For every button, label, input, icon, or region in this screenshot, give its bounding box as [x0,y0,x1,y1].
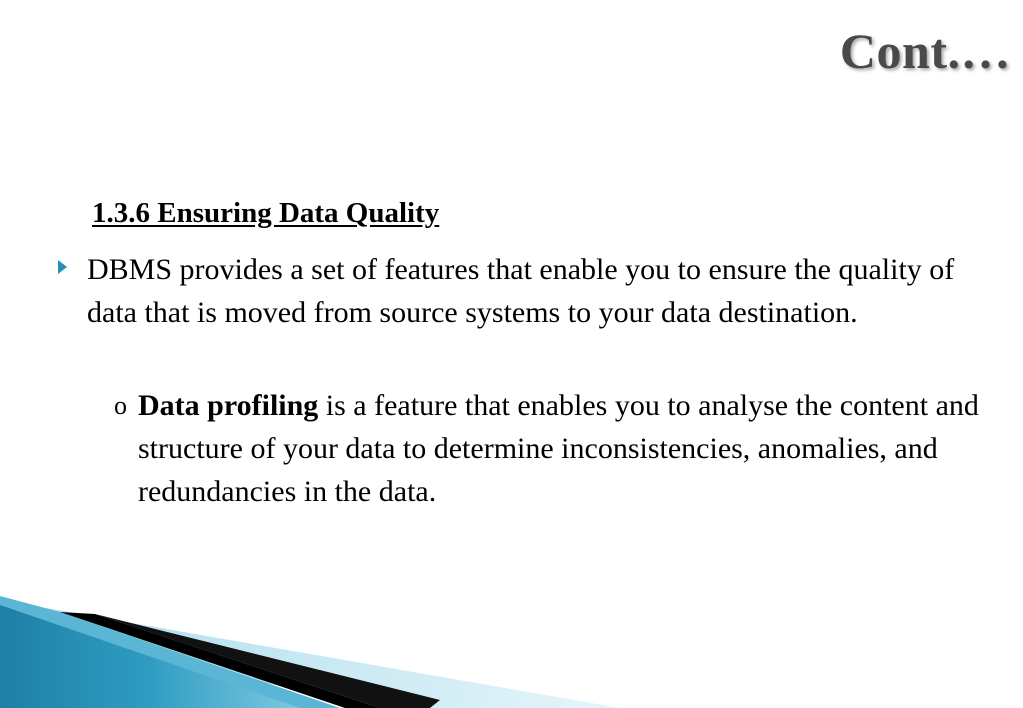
bullet-sub-body: is a feature that enables you to analyse the content and structure of your data to determine inconsistencies, anomalies, and redundancies in the data. [138,389,979,508]
teal-band-light [0,596,340,708]
teal-band [0,600,300,708]
section-heading: 1.3.6 Ensuring Data Quality [92,197,440,229]
triangle-right-icon [58,260,67,274]
slide-title: Cont.… [839,23,1011,79]
light-stripe [0,600,620,708]
bold-term: Data profiling [138,389,319,422]
bullet-main-text: DBMS provides a set of features that enable you to ensure the quality of data that is moved from source systems to your data destination. [87,253,955,329]
black-stripe-tail [95,614,440,708]
circle-bullet-icon: o [114,391,127,420]
black-stripe [60,612,380,708]
bullet-sub-text [138,384,988,513]
